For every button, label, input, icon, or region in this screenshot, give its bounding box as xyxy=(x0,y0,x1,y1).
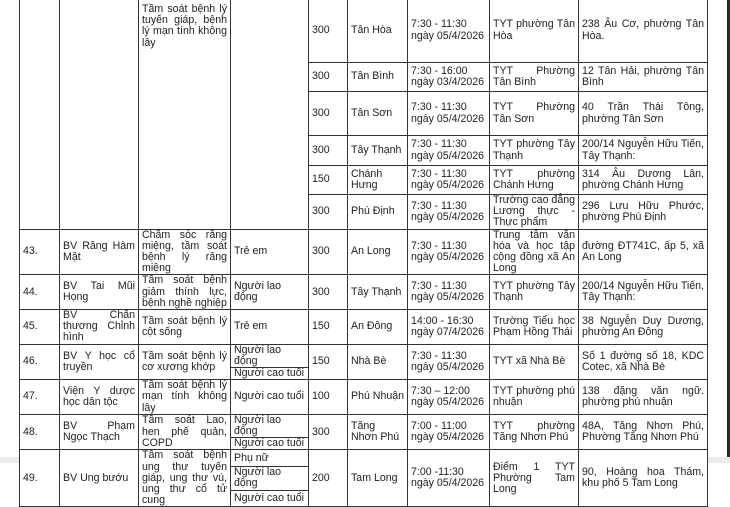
ward-cell: Nhà Bè xyxy=(348,344,408,380)
time-cell: 7:00 - 11:00 ngày 05/4/2026 xyxy=(408,414,490,450)
table-row xyxy=(20,275,708,310)
time-cell: 7:30 - 11:30 ngày 05/4/2026 xyxy=(408,92,490,136)
quantity-cell: 150 xyxy=(309,310,348,345)
target-cell: Trẻ em xyxy=(231,310,309,345)
quantity-cell: 100 xyxy=(309,380,348,415)
address-cell: 314 Âu Dương Lân, phường Chánh Hưng xyxy=(579,166,708,195)
unit-cell: BV Tai Mũi Họng xyxy=(60,275,139,310)
service-cell: Tầm soát bệnh lý cột sống xyxy=(139,310,231,345)
venue-cell: TYT phường Tân Hòa xyxy=(490,0,579,63)
venue-cell: TYT phường Chánh Hưng xyxy=(490,166,579,195)
ward-cell: Phú Nhuận xyxy=(348,380,408,415)
ward-cell: Chánh Hưng xyxy=(348,166,408,195)
target-item: Người lao động xyxy=(234,413,282,438)
stt-cell: 48. xyxy=(20,414,60,450)
ward-cell: Tăng Nhơn Phú xyxy=(348,414,408,450)
table-row xyxy=(20,450,708,507)
ward-cell: Tân Hòa xyxy=(348,0,408,63)
venue-cell: TYT Phường Tân Bình xyxy=(490,63,579,92)
ward-cell: Tân Sơn xyxy=(348,92,408,136)
unit-cell: BV Phạm Ngọc Thạch xyxy=(60,414,139,450)
target-cell: Người lao động xyxy=(231,275,309,310)
target-item: Phụ nữ xyxy=(234,451,269,464)
address-cell: 200/14 Nguyễn Hữu Tiến, Tây Thạnh: xyxy=(579,275,708,310)
target-cell xyxy=(231,344,309,380)
quantity-cell: 300 xyxy=(309,414,348,450)
ward-cell: An Đông xyxy=(348,310,408,345)
venue-cell: TYT phường Tăng Nhơn Phú xyxy=(490,414,579,450)
target-item: Người cao tuổi xyxy=(231,490,308,507)
service-cell: Tầm soát bệnh giảm thính lực, bệnh nghề nghiệp xyxy=(139,275,231,310)
target-item: Người lao động xyxy=(231,466,308,489)
address-cell: 90, Hoàng hoa Thám, khu phố 5 Tam Long xyxy=(579,450,708,507)
venue-cell: TYT Phường Tân Sơn xyxy=(490,92,579,136)
target-cell xyxy=(231,0,309,229)
schedule-table-container xyxy=(19,0,708,507)
stt-cell: 43. xyxy=(20,229,60,275)
unit-cell: BV Răng Hàm Mặt xyxy=(60,229,139,275)
unit-cell xyxy=(60,0,139,229)
service-cell: Tầm soát Lao, hen phế quản, COPD xyxy=(139,414,231,450)
unit-cell: BV Ung bướu xyxy=(60,450,139,507)
unit-cell: Viện Y dược học dân tộc xyxy=(60,380,139,415)
address-cell: đường ĐT741C, ấp 5, xã An Long xyxy=(579,229,708,275)
ward-cell: Tam Long xyxy=(348,450,408,507)
target-item: Người cao tuổi xyxy=(231,437,308,449)
venue-cell: TYT xã Nhà Bè xyxy=(490,344,579,380)
time-cell: 7:30 - 11:30 ngày 05/4/2026 xyxy=(408,0,490,63)
time-cell: 7:30 – 12:00 ngày 05/4/2026 xyxy=(408,380,490,415)
time-cell: 7:30 - 11:30 ngày 05/4/2026 xyxy=(408,166,490,195)
target-item: Người lao động xyxy=(234,343,282,367)
target-list xyxy=(231,415,308,450)
unit-cell: BV Y học cổ truyền xyxy=(60,344,139,380)
quantity-cell: 150 xyxy=(309,344,348,380)
stt-cell: 46. xyxy=(20,344,60,380)
table-row xyxy=(20,414,708,450)
quantity-cell: 300 xyxy=(309,275,348,310)
time-cell: 7:00 -11:30 ngày 05/4/2026 xyxy=(408,450,490,507)
quantity-cell: 300 xyxy=(309,229,348,275)
ward-cell: Tân Bình xyxy=(348,63,408,92)
quantity-cell: 300 xyxy=(309,136,348,166)
ward-cell: Tây Thạnh xyxy=(348,136,408,166)
address-cell: 200/14 Nguyễn Hữu Tiến, Tây Thạnh: xyxy=(579,136,708,166)
quantity-cell: 300 xyxy=(309,0,348,63)
address-cell: 40 Trần Thái Tông, phường Tân Sơn xyxy=(579,92,708,136)
target-cell xyxy=(231,414,309,450)
table-row xyxy=(20,344,708,380)
target-item: Người cao tuổi xyxy=(231,367,308,379)
quantity-cell: 300 xyxy=(309,63,348,92)
table-row xyxy=(20,310,708,345)
address-cell: 138 đặng văn ngữ. phường phú nhuận xyxy=(579,380,708,415)
service-cell: Tầm soát bệnh lý tuyến giáp, bệnh lý mạn tính không lây xyxy=(139,0,231,229)
target-cell xyxy=(231,450,309,507)
quantity-cell: 150 xyxy=(309,166,348,195)
target-list xyxy=(231,450,308,506)
target-cell: Trẻ em xyxy=(231,229,309,275)
unit-cell: BV Chấn thương Chỉnh hình xyxy=(60,310,139,345)
quantity-cell: 300 xyxy=(309,195,348,230)
table-row xyxy=(20,380,708,415)
time-cell: 7:30 - 11:30 ngày 05/4/2026 xyxy=(408,275,490,310)
venue-cell: TYT phường Tây Thạnh xyxy=(490,136,579,166)
target-list xyxy=(231,345,308,380)
service-cell: Tầm soát bệnh lý mạn tính không lây xyxy=(139,380,231,415)
table-row xyxy=(20,0,708,63)
table-row xyxy=(20,229,708,275)
stt-cell: 44. xyxy=(20,275,60,310)
address-cell: 38 Nguyễn Duy Dương, phường An Đông xyxy=(579,310,708,345)
stt-cell: 47. xyxy=(20,380,60,415)
time-cell: 7:30 - 11:30 ngày 05/4/2026 xyxy=(408,344,490,380)
address-cell: Số 1 đường số 18, KDC Cotec, xã Nhà Bè xyxy=(579,344,708,380)
venue-cell: TYT phường phú nhuận xyxy=(490,380,579,415)
service-cell: Tầm soát bệnh lý cơ xương khớp xyxy=(139,344,231,380)
venue-cell: TYT phường Tây Thạnh xyxy=(490,275,579,310)
stt-cell: 49. xyxy=(20,450,60,507)
stt-cell: 45. xyxy=(20,310,60,345)
venue-cell: Trường Tiểu học Phạm Hồng Thái xyxy=(490,310,579,345)
time-cell: 7:30 - 11:30 ngày 05/4/2026 xyxy=(408,229,490,275)
address-cell: 12 Tân Hải, phường Tân Bình xyxy=(579,63,708,92)
ward-cell: An Long xyxy=(348,229,408,275)
quantity-cell: 200 xyxy=(309,450,348,507)
venue-cell: Trung tâm văn hóa và học tập cộng đồng xã An Long xyxy=(490,229,579,275)
stt-cell xyxy=(20,0,60,229)
service-cell: Chăm sóc răng miệng, tầm soát bệnh lý răng miệng xyxy=(139,229,231,275)
venue-cell: Điểm 1 TYT Phường Tam Long xyxy=(490,450,579,507)
time-cell: 7:30 - 16:00 ngày 03/4/2026 xyxy=(408,63,490,92)
time-cell: 14:00 - 16:30 ngày 07/4/2026 xyxy=(408,310,490,345)
quantity-cell: 300 xyxy=(309,92,348,136)
time-cell: 7:30 - 11:30 ngày 05/4/2026 xyxy=(408,136,490,166)
screening-schedule-table xyxy=(19,0,708,507)
address-cell: 48A, Tăng Nhơn Phú, Phường Tăng Nhơn Phú xyxy=(579,414,708,450)
address-cell: 296 Lưu Hữu Phước, phường Phú Định xyxy=(579,195,708,230)
service-cell: Tầm soát bệnh ung thư tuyến giáp, ung thư vú, ung thư cổ tử cung xyxy=(139,450,231,507)
address-cell: 238 Âu Cơ, phường Tân Hòa. xyxy=(579,0,708,63)
target-cell: Người cao tuổi xyxy=(231,380,309,415)
ward-cell: Tây Thạnh xyxy=(348,275,408,310)
venue-cell: Trường cao đẳng Lương thực - Thực phẩm xyxy=(490,195,579,230)
time-cell: 7:30 - 11:30 ngày 05/4/2026 xyxy=(408,195,490,230)
ward-cell: Phú Định xyxy=(348,195,408,230)
